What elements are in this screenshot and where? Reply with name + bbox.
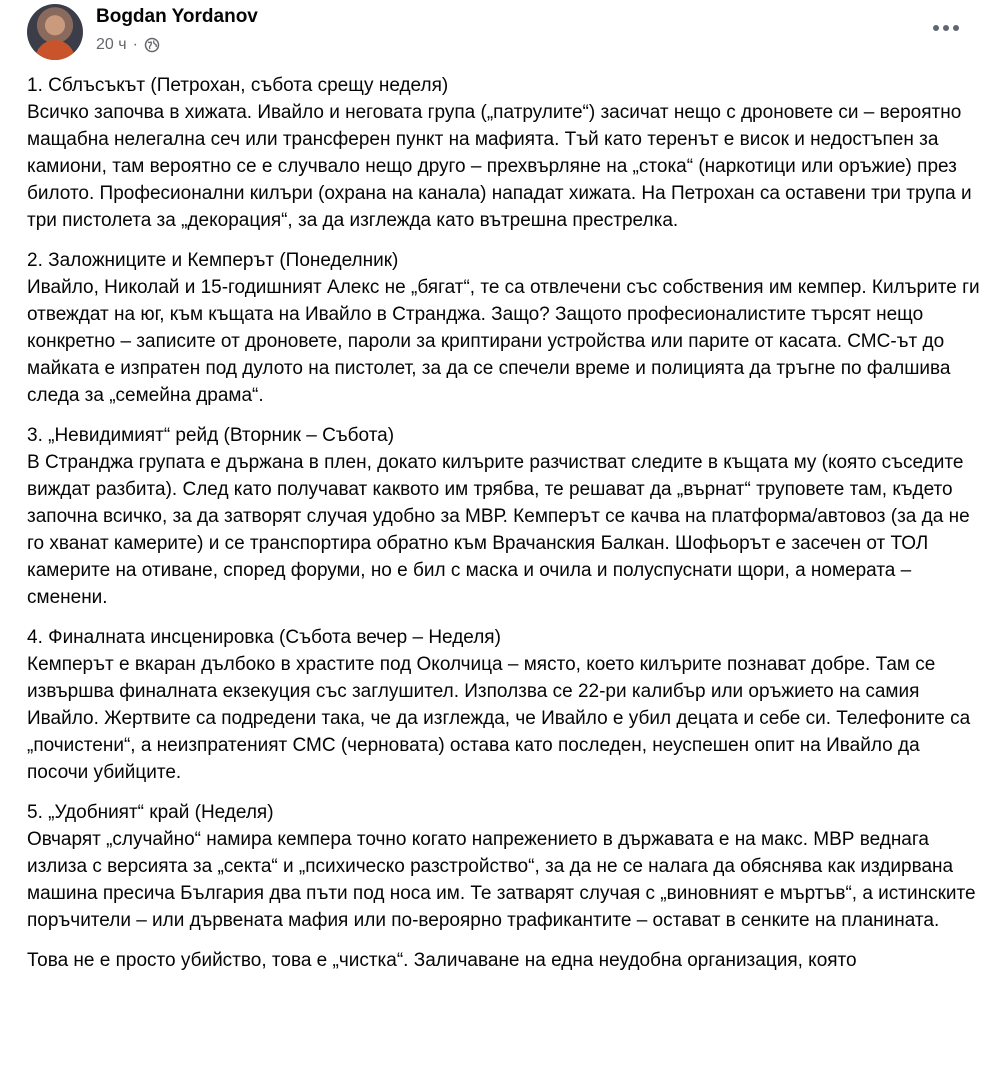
post-meta bbox=[96, 36, 160, 54]
post-paragraph-6: Това не е просто убийство, това е „чистка“. Заличаване на една неудобна организация, която bbox=[27, 950, 857, 971]
post-paragraph-4: 4. Финалната инсценировка (Събота вечер – Неделя) Кемперът е вкаран дълбоко в храстите под Околчица – място, което килърите познават добре. Там се извършва финалната екзекуция със заглушител. Използва се 22-ри калибър или оръжието на самия Ивайло. Жертвите са подредени така, че да изглежда, че Ивайло е убил децата и себе си. Телефоните са „почистени“, а неизпратеният СМС (черновата) остава като последен, неуспешен опит на Ивайло да посочи убийците. bbox=[27, 627, 971, 783]
dot bbox=[933, 25, 939, 31]
post-paragraph-5: 5. „Удобният“ край (Неделя) Овчарят „случайно“ намира кемпера точно когато напрежението в държавата е на макс. МВР веднага излиза с версията за „секта“ и „психическо разстройство“, за да не се налага да обяснява как издирвана машина пресича България два пъти под носа им. Те затварят случая с „виновният е мъртъв“, а истинските поръчители – или дървената мафия или по-вероярно трафикантите – остават в сенките на планината. bbox=[27, 802, 976, 931]
dot bbox=[943, 25, 949, 31]
author-name[interactable]: Bogdan Yordanov bbox=[96, 6, 258, 27]
post-body bbox=[27, 72, 982, 987]
dot bbox=[953, 25, 959, 31]
author-avatar[interactable] bbox=[27, 4, 83, 60]
more-options-icon[interactable] bbox=[933, 22, 961, 34]
avatar-shirt bbox=[35, 40, 75, 60]
post-header bbox=[0, 0, 999, 70]
post-paragraph-3: 3. „Невидимият“ рейд (Вторник – Събота) В Странджа групата е държана в плен, докато килърите разчистват следите в къщата му (която съседите виждат разбита). След като получават каквото им трябва, те решават да „върнат“ труповете там, където започна всичко, за да затворят случая удобно за МВР. Кемперът се качва на платформа/автовоз (за да не го хванат камерите) и се транспортира обратно към Врачанския Балкан. Шофьорът е засечен от ТОЛ камерите на отиване, според форуми, но е бил с маска и очила и полуспуснати щори, а номерата – сменени. bbox=[27, 425, 970, 608]
meta-separator: · bbox=[132, 36, 138, 53]
post-paragraph-2: 2. Заложниците и Кемперът (Понеделник) Ивайло, Николай и 15-годишният Алекс не „бягат“, те са отвлечени със собствения им кемпер. Килърите ги отвеждат на юг, към къщата на Ивайло в Странджа. Защо? Защото професионалистите търсят нещо конкретно – записите от дроновете, пароли за криптирани устройства или парите от касата. СМС-ът до майката е изпратен под дулото на пистолет, за да се спечели време и полицията да тръгне по фалшива следа за „семейна драма“. bbox=[27, 250, 980, 406]
globe-icon[interactable] bbox=[144, 37, 160, 53]
post-paragraph-1: 1. Сблъсъкът (Петрохан, събота срещу неделя) Всичко започва в хижата. Ивайло и неговата група („патрулите“) засичат нещо с дроновете си – вероятно мащабна нелегална сеч или трансферен пункт на мафията. Тъй като теренът е висок и недостъпен за камиони, там вероятно се е случвало нещо друго – прехвърляне на „стока“ (наркотици или оръжие) през билото. Професионални килъри (охрана на канала) нападат хижата. На Петрохан са оставени три трупа и три пистолета за „декорация“, за да изглежда като вътрешна престрелка. bbox=[27, 75, 972, 231]
post-time[interactable]: 20 ч bbox=[96, 36, 127, 53]
